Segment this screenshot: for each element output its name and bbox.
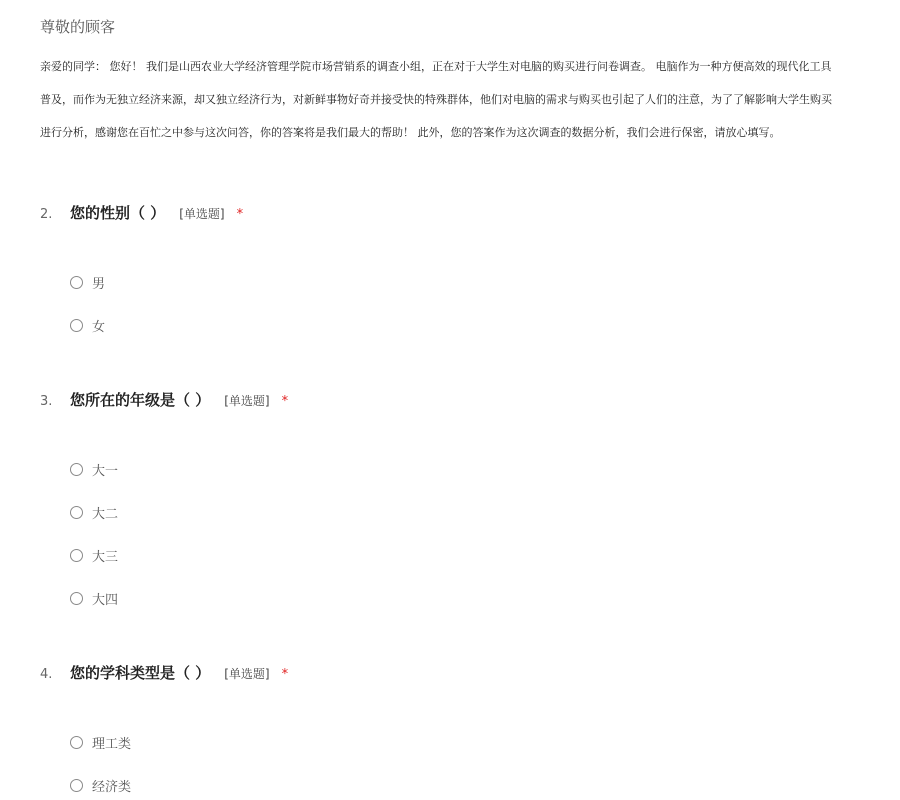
radio-button[interactable] [70, 506, 83, 519]
question-number: 4. [40, 667, 53, 682]
radio-button[interactable] [70, 779, 83, 792]
option-label: 理工类 [92, 736, 132, 752]
question-grade [40, 389, 288, 410]
option-label: 大一 [92, 463, 119, 479]
intro-line: 进行分析，感谢您在百忙之中参与这次问答，你的答案将是我们最大的帮助！ 此外，您的答案作为这次调查的数据分析，我们会进行保密，请放心填写。 [40, 126, 781, 139]
option-label: 大二 [92, 506, 119, 522]
required-marker: * [281, 667, 289, 682]
option-label: 经济类 [92, 779, 132, 795]
option-label: 大三 [92, 549, 119, 565]
question-gender [40, 202, 243, 223]
question-title: 您的性别（ ） [70, 204, 166, 222]
option-male[interactable] [70, 273, 105, 291]
radio-button[interactable] [70, 592, 83, 605]
option-female[interactable] [70, 316, 105, 334]
radio-button[interactable] [70, 463, 83, 476]
option-sophomore[interactable] [70, 503, 118, 521]
intro-line: 亲爱的同学： 您好！ 我们是山西农业大学经济管理学院市场营销系的调查小组，正在对于大学生对电脑的购买进行问卷调查。 电脑作为一种方便高效的现代化工具 [40, 60, 832, 73]
survey-greeting: 尊敬的顾客 [40, 18, 116, 36]
option-label: 男 [92, 276, 106, 292]
option-junior[interactable] [70, 546, 118, 564]
option-label: 大四 [92, 592, 119, 608]
radio-button[interactable] [70, 276, 83, 289]
option-senior[interactable] [70, 589, 118, 607]
radio-button[interactable] [70, 319, 83, 332]
intro-line: 普及，而作为无独立经济来源，却又独立经济行为，对新鲜事物好奇并接受快的特殊群体，他们对电脑的需求与购买也引起了人们的注意，为了了解影响大学生购买 [40, 93, 832, 106]
question-number: 3. [40, 394, 53, 409]
question-type-label: [单选题] [224, 667, 270, 681]
question-number: 2. [40, 207, 53, 222]
radio-button[interactable] [70, 736, 83, 749]
question-title: 您所在的年级是（ ） [70, 391, 211, 409]
required-marker: * [281, 394, 289, 409]
option-label: 女 [92, 319, 106, 335]
radio-button[interactable] [70, 549, 83, 562]
required-marker: * [236, 207, 244, 222]
option-science-engineering[interactable] [70, 733, 131, 751]
option-freshman[interactable] [70, 460, 118, 478]
option-economics[interactable] [70, 776, 131, 794]
question-type-label: [单选题] [224, 394, 270, 408]
question-title: 您的学科类型是（ ） [70, 664, 211, 682]
question-type-label: [单选题] [179, 207, 225, 221]
question-discipline [40, 662, 288, 683]
